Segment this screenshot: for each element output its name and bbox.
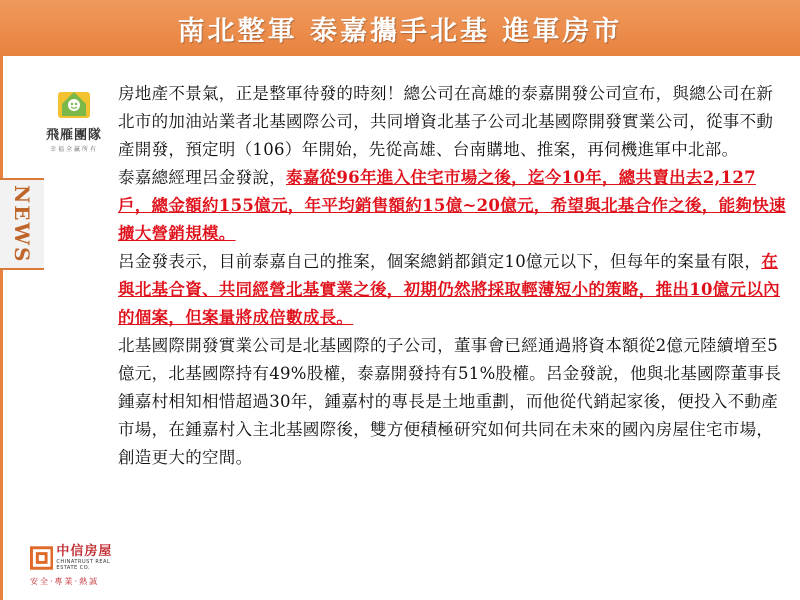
bottom-brand-slogan: 安全‧專業‧熱誠 xyxy=(30,577,100,586)
top-brand-tagline: 幸福全贏所有 xyxy=(49,146,98,153)
paragraph-3-lead: 呂金發表示，目前泰嘉自己的推案，個案總銷都鎖定10億元以下，但每年的案量有限， xyxy=(118,252,762,271)
company-logo-icon xyxy=(30,542,53,574)
title-banner xyxy=(0,0,800,56)
top-brand-logo xyxy=(32,82,116,158)
bottom-brand-english: CHINATRUST REAL ESTATE CO. xyxy=(56,559,111,571)
article-body xyxy=(118,80,788,472)
house-logo-icon xyxy=(54,82,94,122)
left-accent-rule xyxy=(0,56,3,600)
paragraph-2-highlight: 泰嘉從96年進入住宅市場之後，迄今10年，總共賣出去2,127戶，總金額約155億元，年平均銷售額約15億~20億元，希望與北基合作之後，能夠快速擴大營銷規模。 xyxy=(118,168,786,243)
bottom-brand-name: 中信房屋 xyxy=(56,544,113,559)
paragraph-4: 北基國際開發實業公司是北基國際的子公司，董事會已經通過將資本額從2億元陸續增至5億元，北基國際持有49%股權，泰嘉開發持有51%股權。呂金發說，他與北基國際董事長鍾嘉村相知相惜超過30年，鍾嘉村的專長是土地重劃，而他從代銷起家後，便投入不動產市場，在鍾嘉村入主北基國際後，雙方便積極研究如何共同在未來的國內房屋住宅市場，創造更大的空間。 xyxy=(118,336,782,467)
news-label: NEWS xyxy=(10,184,34,264)
paragraph-2 xyxy=(118,164,788,248)
top-brand-name: 飛雁團隊 xyxy=(45,128,102,143)
paragraph-3-highlight: 在與北基合資、共同經營北基實業之後，初期仍然將採取輕薄短小的策略，推出10億元以內的個案，但案量將成倍數成長。 xyxy=(118,252,780,327)
bottom-brand-logo xyxy=(30,542,122,596)
paragraph-1: 房地產不景氣，正是整軍待發的時刻！總公司在高雄的泰嘉開發公司宣布，與總公司在新北市的加油站業者北基國際公司，共同增資北基子公司北基國際開發實業公司，從事不動產開發，預定明（106）年開始，先從高雄、台南購地、推案，再伺機進軍中北部。 xyxy=(118,84,774,159)
paragraph-2-lead: 泰嘉總經理呂金發說， xyxy=(118,168,286,187)
news-tab xyxy=(0,178,44,270)
page-title: 南北整軍 泰嘉攜手北基 進軍房市 xyxy=(177,15,623,47)
paragraph-3 xyxy=(118,248,788,332)
